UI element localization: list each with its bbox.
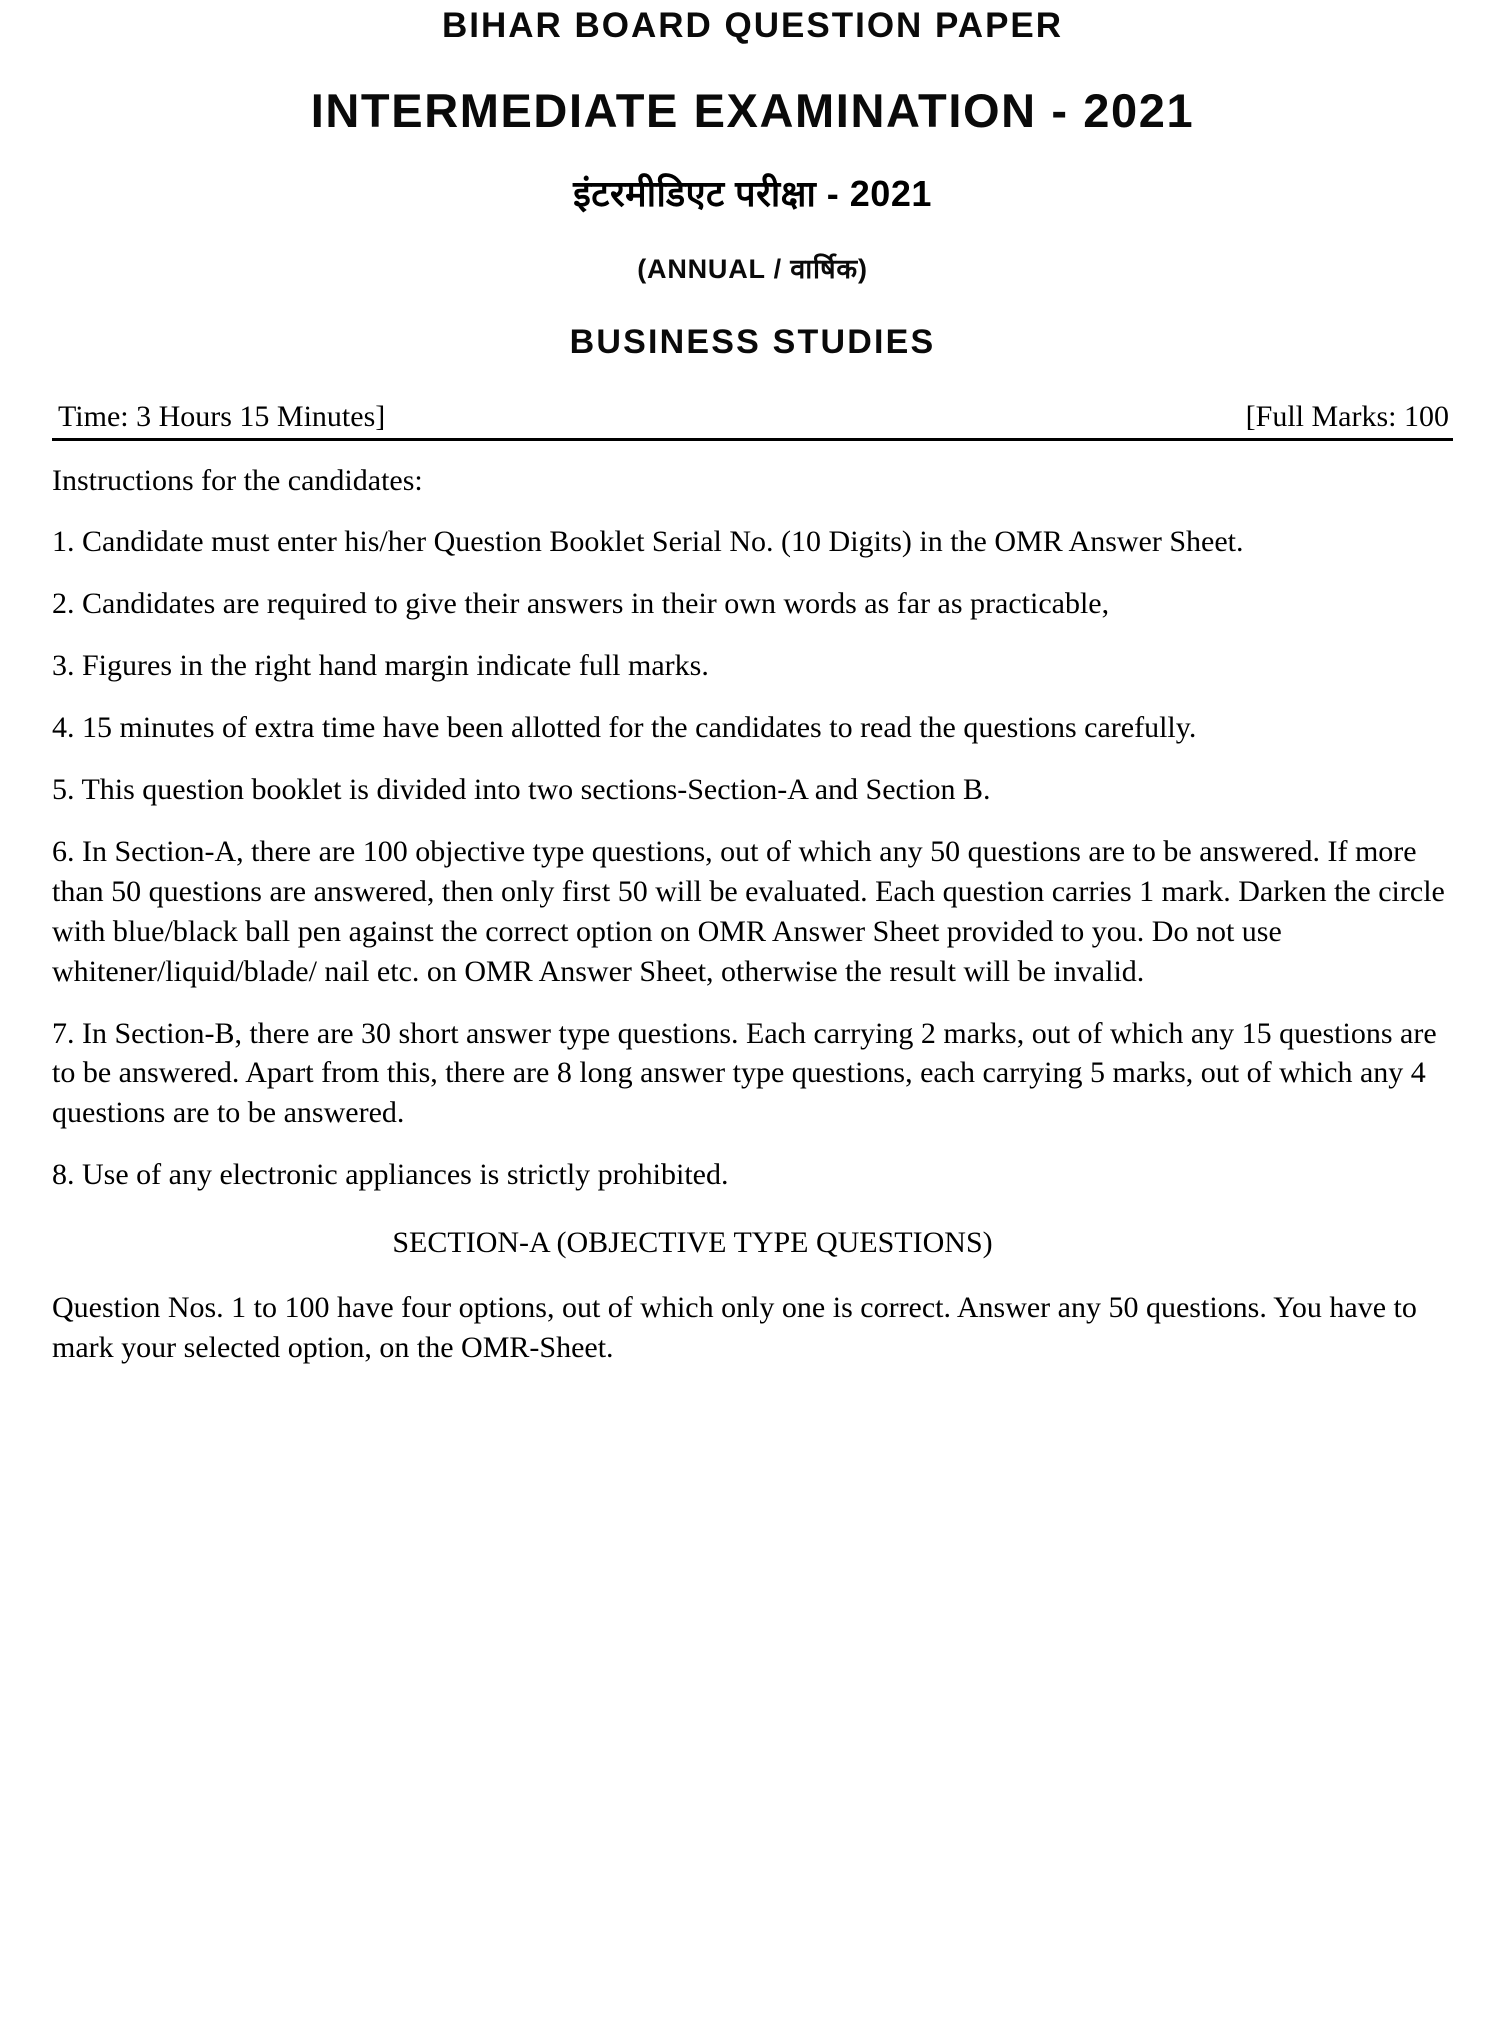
instruction-item-1: 1. Candidate must enter his/her Question Booklet Serial No. (10 Digits) in the OMR Answer Sheet. [52,525,1244,559]
instructions-section [52,441,1453,1368]
full-marks-label: [Full Marks: 100 [1245,400,1449,433]
instruction-item-6: 6. In Section-A, there are 100 objective type questions, out of which any 50 questions are to be answered. If more than 50 questions are answered, then only first 50 will be evaluated. Each question carries 1 mark. Darken the circle with blue/black ball pen against the correct option on OMR Answer Sheet provided to you. Do not use whitener/liquid/blade/ nail etc. on OMR Answer Sheet, otherwise the result will be invalid. [52,834,1445,988]
instruction-item-2: 2. Candidates are required to give their answers in their own words as far as practicable, [52,587,1110,621]
exam-title-hindi: इंटरमीडिएट परीक्षा - 2021 [573,173,932,214]
instruction-item-3: 3. Figures in the right hand margin indicate full marks. [52,649,709,683]
exam-type: (ANNUAL / वार्षिक) [637,254,868,284]
instruction-item-4: 4. 15 minutes of extra time have been allotted for the candidates to read the questions carefully. [52,711,1197,745]
exam-title-english: INTERMEDIATE EXAMINATION - 2021 [310,84,1195,137]
section-a-note: Question Nos. 1 to 100 have four options, out of which only one is correct. Answer any 50 questions. You have to mark your selected option, on the OMR-Sheet. [52,1291,1417,1364]
subject-title: BUSINESS STUDIES [569,323,936,361]
section-a-heading: SECTION-A (OBJECTIVE TYPE QUESTIONS) [392,1226,993,1260]
time-allowed-label: Time: 3 Hours 15 Minutes] [58,400,386,433]
instruction-item-7: 7. In Section-B, there are 30 short answer type questions. Each carrying 2 marks, out of which any 15 questions are to be answered. Apart from this, there are 8 long answer type questions, each carrying 5 marks, out of which any 4 questions are to be answered. [52,1016,1437,1130]
time-and-marks-row [52,399,1453,441]
instructions-heading: Instructions for the candidates: [52,463,423,497]
instruction-item-8: 8. Use of any electronic appliances is strictly prohibited. [52,1158,729,1192]
board-title: BIHAR BOARD QUESTION PAPER [441,6,1064,45]
instruction-item-5: 5. This question booklet is divided into two sections-Section-A and Section B. [52,773,991,807]
